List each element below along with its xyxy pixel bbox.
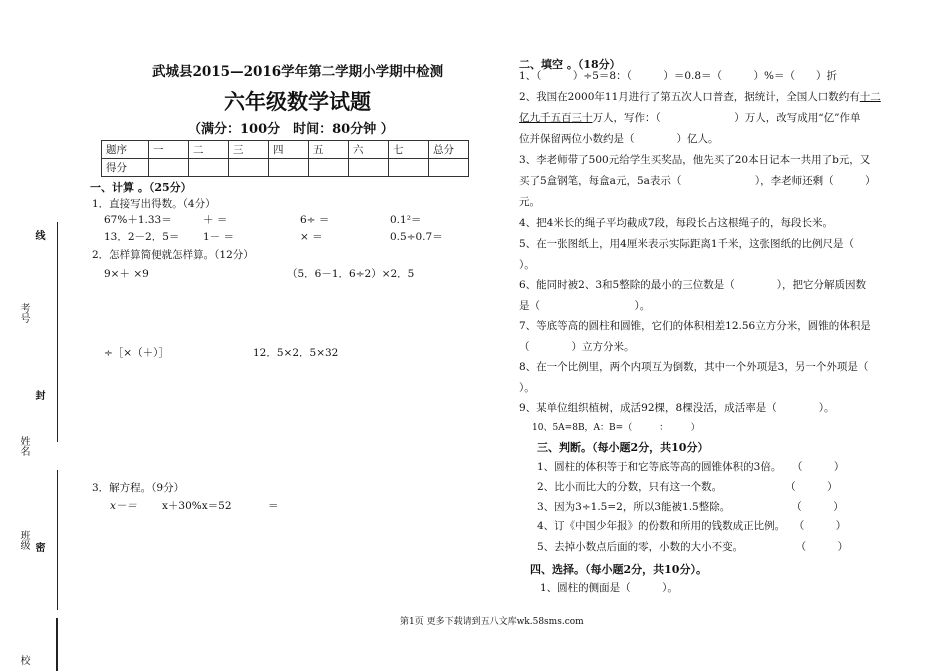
- score-table: [101, 140, 469, 177]
- fill-underlined: 亿九千五百三十: [519, 112, 593, 124]
- score-table-score-row: [102, 159, 469, 177]
- fill-line: 9、某单位组织植树，成活92棵，8棵没活，成活率是（ ）。: [519, 402, 835, 414]
- score-cell: 四: [269, 141, 309, 159]
- exam-info: （满分：100分 时间：80分钟 ）: [188, 122, 394, 137]
- fill-line: [519, 110, 861, 125]
- fill-line: 是（ ）。: [519, 300, 651, 312]
- judge-item: 4、订《中国少年报》的份数和所用的钱数成正比例。 （ ）: [537, 520, 847, 532]
- score-cell: 一: [149, 141, 189, 159]
- subject-title: 六年级数学试题: [224, 89, 371, 114]
- fill-text: 2、我国在2000年11月进行了第五次人口普查，据统计，全国人口数约有: [519, 91, 860, 103]
- exam-title: 武城县2015—2016学年第二学期小学期中检测: [152, 64, 444, 80]
- q2-item-b: （5．6－1．6÷2）×2．5: [287, 268, 415, 280]
- margin-label-banji: 班级: [18, 530, 29, 550]
- fill-line: （ ）立方分米。: [519, 341, 635, 353]
- fill-line: 10、5A=8B，A：B=（ ： ）: [532, 423, 700, 433]
- fill-line: 3、李老师带了500元给学生买奖品，他先买了20本日记本一共用了b元，又: [519, 154, 871, 166]
- page-footer: 第1页 更多下载请到五八文库wk.58sms.com: [400, 617, 584, 627]
- judge-item: 3、因为3÷1.5=2，所以3能被1.5整除。 （ ）: [537, 501, 844, 513]
- score-cell: 题序: [102, 141, 149, 159]
- fill-line: 买了5盒钢笔，每盒a元，5a表示（ ），李老师还剩（ ）: [519, 175, 876, 187]
- fill-line: ）。: [519, 382, 535, 394]
- q3-title: 3．解方程。（9分）: [92, 482, 185, 494]
- margin-label-xian: 线: [33, 230, 44, 240]
- q3-item-a: x－＝: [110, 500, 137, 512]
- score-cell: 七: [389, 141, 429, 159]
- margin-label-mi: 密: [33, 542, 44, 552]
- q1-item: 6÷ ＝: [300, 214, 330, 226]
- q1-title: 1．直接写出得数。（4分）: [92, 198, 216, 210]
- judge-item: 5、去掉小数点后面的零，小数的大小不变。 （ ）: [537, 541, 849, 553]
- score-input-cell[interactable]: [309, 159, 349, 177]
- score-cell: 六: [349, 141, 389, 159]
- score-cell: 二: [189, 141, 229, 159]
- fill-line: 5、在一张图纸上，用4厘米表示实际距离1千米，这张图纸的比例尺是（: [519, 238, 855, 250]
- score-input-cell[interactable]: [189, 159, 229, 177]
- q2-item-d: 12．5×2．5×32: [253, 347, 339, 359]
- q2-item-c: ÷［×（＋）］: [104, 347, 169, 359]
- q1-item: 13．2－2．5＝: [104, 231, 180, 243]
- score-input-cell[interactable]: [269, 159, 309, 177]
- fill-line: 4、把4米长的绳子平均截成7段，每段长占这根绳子的，每段长米。: [519, 217, 834, 229]
- fill-line: 8、在一个比例里，两个内项互为倒数，其中一个外项是3，另一个外项是（: [519, 361, 869, 373]
- q1-item: 67%＋1.33＝: [104, 214, 172, 226]
- fill-line: 元。: [519, 196, 540, 208]
- binding-line-bottom: [56, 618, 58, 671]
- score-cell: 三: [229, 141, 269, 159]
- q2-item-a: 9×＋ ×9: [104, 268, 149, 280]
- margin-label-xingming: 姓名: [18, 436, 29, 456]
- margin-label-xiao: 校: [18, 655, 29, 665]
- score-input-cell[interactable]: [429, 159, 469, 177]
- section1-title: 一、计算 。（25分）: [90, 181, 192, 194]
- score-input-cell[interactable]: [149, 159, 189, 177]
- fill-line: 1、（ ）÷5＝8：（ ）＝0.8＝（ ）%＝（ ）折: [519, 70, 838, 82]
- fill-line: 7、等底等高的圆柱和圆锥，它们的体积相差12.56立方分米，圆锥的体积是: [519, 320, 871, 332]
- fill-line: 6、能同时被2、3和5整除的最小的三位数是（ ），把它分解质因数: [519, 279, 866, 291]
- binding-line: [57, 222, 58, 442]
- margin-label-feng: 封: [33, 390, 44, 400]
- fill-line: ）。: [519, 259, 535, 271]
- fill-underlined: 十二: [859, 91, 881, 103]
- q3-item-c: ＝: [268, 500, 279, 512]
- score-cell: 总分: [429, 141, 469, 159]
- score-input-cell[interactable]: [229, 159, 269, 177]
- fill-text: 万人，写作：（ ）万人，改写成用“亿”作单: [592, 112, 861, 124]
- q1-item: 0.1²＝: [390, 214, 422, 226]
- q1-item: 1－ ＝: [203, 231, 235, 243]
- fill-line: [519, 89, 881, 104]
- q2-title: 2．怎样算简便就怎样算。（12分）: [92, 249, 254, 261]
- margin-label-kaohao: 考号: [18, 303, 29, 323]
- fill-line: 位并保留两位小数约是（ ）亿人。: [519, 133, 719, 145]
- section4-title: 四、选择。（每小题2分，共10分）。: [530, 563, 707, 576]
- q1-item: × ＝: [300, 231, 323, 243]
- score-row-label: 得分: [102, 159, 149, 177]
- choice-item: 1、圆柱的侧面是（ ）。: [540, 582, 678, 594]
- q3-item-b: x＋30%x＝52: [162, 500, 232, 512]
- q1-item: 0.5÷0.7＝: [390, 231, 443, 243]
- section3-title: 三、判断。（每小题2分，共10分）: [537, 441, 709, 454]
- judge-item: 2、比小而比大的分数，只有这一个数。 （ ）: [537, 481, 838, 493]
- q1-item: ＋ ＝: [203, 214, 228, 226]
- score-cell: 五: [309, 141, 349, 159]
- score-input-cell[interactable]: [389, 159, 429, 177]
- section2-title: 二、填空 。（18分）: [519, 58, 621, 71]
- judge-item: 1、圆柱的体积等于和它等底等高的圆锥体积的3倍。 （ ）: [537, 461, 845, 473]
- score-input-cell[interactable]: [349, 159, 389, 177]
- binding-line-lower: [57, 470, 58, 610]
- score-table-header-row: [102, 141, 469, 159]
